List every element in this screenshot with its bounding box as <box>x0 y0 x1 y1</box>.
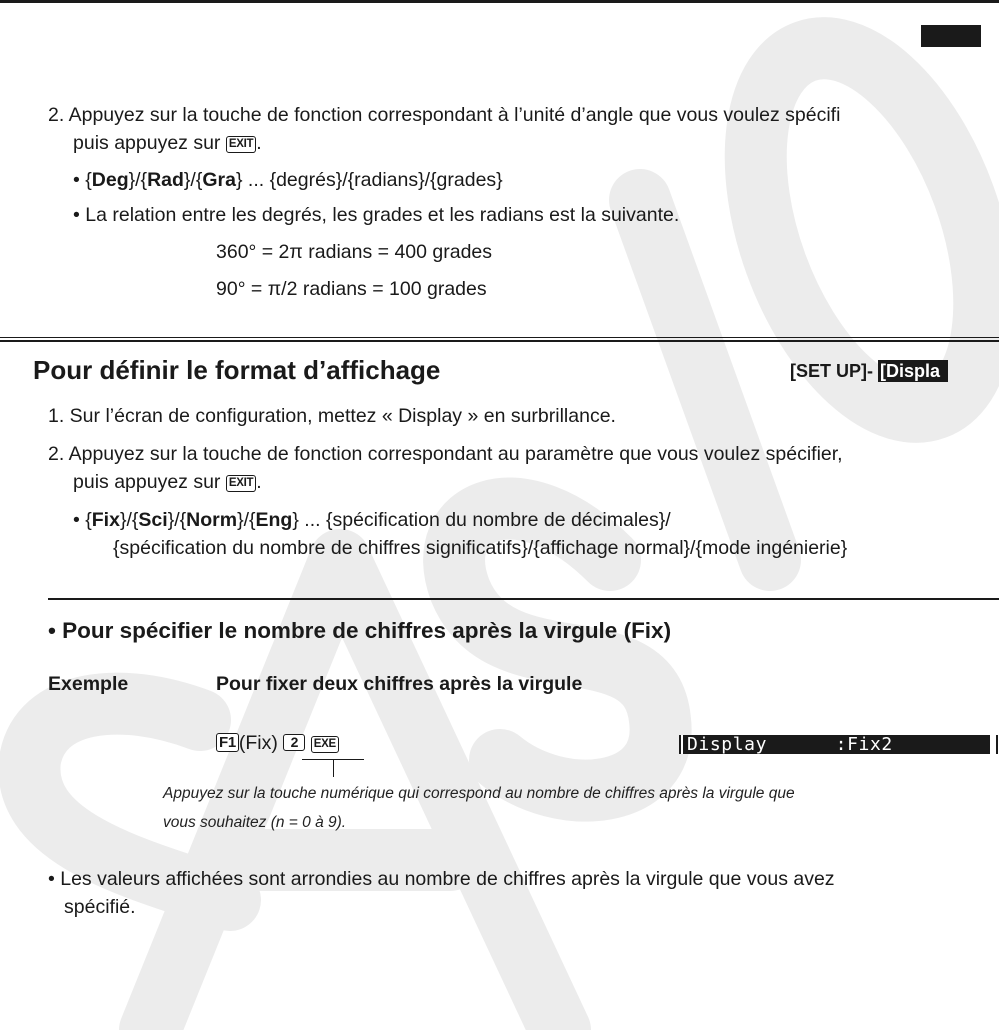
exit-key-icon: EXIT <box>226 475 256 492</box>
menu-path <box>790 361 948 382</box>
key-2-icon: 2 <box>283 734 305 751</box>
note-line2: vous souhaitez (n = 0 à 9). <box>163 814 347 831</box>
relation-text: • La relation entre les degrés, les grades et les radians est la suivante. <box>73 204 680 226</box>
opt-rad: Rad <box>147 169 184 191</box>
sep1: }/{ <box>128 169 148 191</box>
fix-label: (Fix) <box>238 732 278 754</box>
screen-display-line: Display :Fix2 <box>683 735 990 754</box>
sep3: } <box>235 169 248 191</box>
display-options-desc2: {spécification du nombre de chiffres significatifs}/{affichage normal}/{mode ingénierie} <box>113 537 848 559</box>
section-rule <box>0 340 999 342</box>
display-step1: 1. Sur l’écran de configuration, mettez « Display » en surbrillance. <box>48 405 616 427</box>
angle-step2-suffix: . <box>256 132 262 154</box>
section-divider <box>0 337 999 338</box>
key-sequence <box>216 731 339 755</box>
example-text: Pour fixer deux chiffres après la virgule <box>216 673 583 695</box>
key-bracket-stem <box>333 760 334 777</box>
subsection-rule <box>48 598 999 600</box>
bullet-prefix: • { <box>73 169 92 191</box>
angle-step2-line1: 2. Appuyez sur la touche de fonction correspondant à l’unité d’angle que vous voulez spécifi <box>48 104 841 126</box>
section-title: Pour définir le format d’affichage <box>33 355 441 385</box>
angle-step2-prefix: puis appuyez sur <box>73 132 221 154</box>
rounding-line1: • Les valeurs affichées sont arrondies au nombre de chiffres après la virgule que vous avez <box>48 868 835 890</box>
sep2: }/{ <box>183 169 203 191</box>
calculator-screen <box>679 735 997 754</box>
display-step2-suffix: . <box>256 471 262 493</box>
angle-options-desc: ... {degrés}/{radians}/{grades} <box>247 169 503 191</box>
opt-sci: Sci <box>138 509 168 531</box>
sep2: }/{ <box>167 509 187 531</box>
subsection-title: • Pour spécifier le nombre de chiffres après la virgule (Fix) <box>48 618 672 643</box>
display-step2-prefix: puis appuyez sur <box>73 471 221 493</box>
rounding-line2: spécifié. <box>64 896 136 918</box>
display-options-bullet <box>73 508 671 532</box>
page-corner-marker <box>921 25 981 47</box>
formula-2: 90° = π/2 radians = 100 grades <box>216 278 487 300</box>
exit-key-icon: EXIT <box>226 136 256 153</box>
angle-step2-line2 <box>73 131 262 155</box>
opt-eng: Eng <box>255 509 293 531</box>
sep1: }/{ <box>119 509 139 531</box>
example-label: Exemple <box>48 673 129 695</box>
note-line1: Appuyez sur la touche numérique qui correspond au nombre de chiffres après la virgule que <box>163 785 795 802</box>
opt-norm: Norm <box>186 509 238 531</box>
bullet-prefix: • { <box>73 509 92 531</box>
f1-key-icon: F1 <box>216 733 239 752</box>
opt-deg: Deg <box>91 169 129 191</box>
display-options-desc1: ... {spécification du nombre de décimales}/ <box>304 509 671 531</box>
angle-options-bullet <box>73 168 503 192</box>
display-step2-line1: 2. Appuyez sur la touche de fonction correspondant au paramètre que vous voulez spécifier, <box>48 443 843 465</box>
screen-right-border <box>996 735 998 754</box>
display-step2-line2 <box>73 470 262 494</box>
sep3: }/{ <box>237 509 256 531</box>
opt-fix: Fix <box>91 509 120 531</box>
opt-gra: Gra <box>202 169 236 191</box>
menu-path-prefix: [SET UP]- <box>790 361 873 381</box>
menu-path-highlight: [Displa <box>878 360 948 382</box>
sep4: } <box>292 509 305 531</box>
exe-key-icon: EXE <box>311 736 339 753</box>
formula-1: 360° = 2π radians = 400 grades <box>216 241 493 263</box>
top-rule <box>0 0 999 3</box>
